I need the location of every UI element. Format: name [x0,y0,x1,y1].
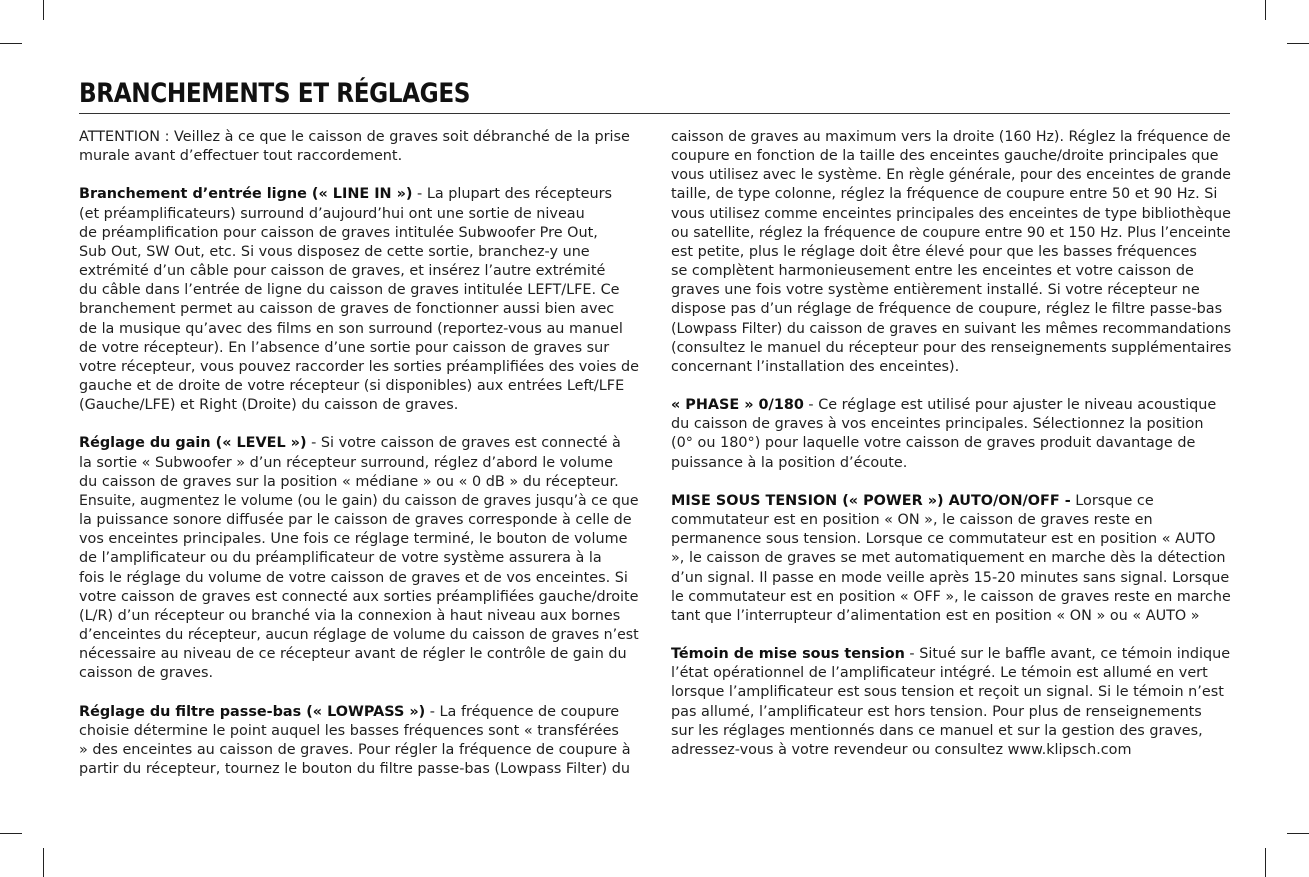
text-run: vous utilisez avec le système. En règle générale, pour des enceintes de grande [671,167,1231,184]
text-run: taille, de type colonne, réglez la fréquence de coupure entre 50 et 90 Hz. Si [671,186,1218,203]
crop-mark [1265,0,1266,20]
text-line [79,224,639,243]
text-line [671,185,1231,204]
text-run: vos enceintes principales. Une fois ce réglage terminé, le bouton de volume [79,531,628,548]
text-line [79,703,639,722]
text-line [671,396,1231,415]
paragraph [79,434,639,683]
text-run: gauche et de droite de votre récepteur (si disponibles) aux entrées Left/LFE [79,378,625,395]
text-line [671,664,1231,683]
text-line [79,722,639,741]
section-heading: « PHASE » 0/180 [671,397,804,414]
text-line [671,205,1231,224]
text-run: nécessaire au niveau de ce récepteur avant de régler le contrôle de gain du [79,646,627,663]
text-line [671,741,1231,760]
text-line [79,243,639,262]
text-line [79,185,639,204]
text-run: (et préamplificateurs) surround d’aujourd’hui ont une sortie de niveau [79,205,585,222]
text-line [79,607,639,626]
text-run: ATTENTION : Veillez à ce que le caisson de graves soit débranché de la prise [79,129,630,145]
text-line [671,569,1231,588]
text-run: », le caisson de graves se met automatiquement en marche dès la détection [671,550,1226,567]
text-line [671,300,1231,319]
text-run: murale avant d’effectuer tout raccordement. [79,148,403,165]
text-line [79,645,639,664]
paragraph [671,492,1231,626]
text-line [79,473,639,492]
text-line [79,492,639,511]
text-run: - Si votre caisson de graves est connecté à [306,435,621,452]
text-run: votre caisson de graves est connecté aux sorties préamplifiées gauche/droite [79,588,639,605]
text-run: (0° ou 180°) pour laquelle votre caisson de graves produit davantage de [671,435,1196,452]
section-heading: Témoin de mise sous tension [671,646,905,663]
text-line [79,262,639,281]
text-run: vous utilisez comme enceintes principales des enceintes de type bibliothèque [671,205,1231,222]
text-line [79,358,639,377]
paragraph [79,185,639,415]
text-run: du caisson de graves à vos enceintes principales. Sélectionnez la position [671,416,1204,433]
text-line [79,741,639,760]
text-run: caisson de graves au maximum vers la droite (160 Hz). Réglez la fréquence de [671,129,1231,145]
text-run: de préamplification pour caisson de graves intitulée Subwoofer Pre Out, [79,224,598,241]
text-line [671,166,1231,185]
text-line [79,300,639,319]
text-run: Lorsque ce [1070,492,1154,509]
text-run: - La plupart des récepteurs [412,186,613,203]
paragraph [671,645,1231,760]
text-run: ou satellite, réglez la fréquence de coupure entre 90 et 150 Hz. Plus l’enceinte [671,224,1231,241]
text-run: du caisson de graves sur la position « médiane » ou « 0 dB » du récepteur. [79,473,619,490]
text-line [79,377,639,396]
text-line [79,147,639,166]
text-run: permanence sous tension. Lorsque ce commutateur est en position « AUTO [671,531,1216,548]
text-line [671,703,1231,722]
section-heading: Réglage du gain (« LEVEL ») [79,435,307,452]
text-run: caisson de graves. [79,665,214,682]
text-run: est petite, plus le réglage doit être élevé pour que les basses fréquences [671,243,1197,260]
text-run: dispose pas d’un réglage de fréquence de coupure, réglez le filtre passe-bas [671,301,1223,318]
text-line [671,128,1231,147]
text-run: Ensuite, augmentez le volume (ou le gain) du caisson de graves jusqu’à ce que [79,492,639,509]
text-line [671,511,1231,530]
text-line [671,147,1231,166]
title-rule [79,113,1230,114]
text-line [79,434,639,453]
paragraph [671,396,1231,473]
left-column [79,128,639,798]
text-run: branchement permet au caisson de graves de fonctionner aussi bien avec [79,301,615,318]
text-run: sur les réglages mentionnés dans ce manuel et sur la gestion des graves, [671,722,1203,739]
crop-mark [0,43,22,44]
text-line [671,339,1231,358]
text-run: extrémité d’un câble pour caisson de graves, et insérez l’autre extrémité [79,263,606,280]
text-run: - Situé sur le baffle avant, ce témoin indique [904,646,1231,663]
text-line [671,683,1231,702]
text-line [671,434,1231,453]
text-run: pas allumé, l’amplificateur est hors tension. Pour plus de renseignements [671,703,1202,720]
text-run: l’état opérationnel de l’amplificateur intégré. Le témoin est allumé en vert [671,665,1208,682]
text-line [79,626,639,645]
text-run: » des enceintes au caisson de graves. Pour régler la fréquence de coupure à [79,741,631,758]
text-run: choisie détermine le point auquel les basses fréquences sont « transférées [79,722,619,739]
text-line [671,607,1231,626]
text-line [79,454,639,473]
text-run: d’un signal. Il passe en mode veille après 15-20 minutes sans signal. Lorsque [671,569,1230,586]
text-run: - Ce réglage est utilisé pour ajuster le niveau acoustique [803,397,1217,414]
text-line [671,492,1231,511]
paragraph [79,703,639,780]
right-column [671,128,1231,779]
text-line [671,454,1231,473]
text-line [79,396,639,415]
paragraph [79,128,639,166]
text-run: la sortie « Subwoofer » d’un récepteur surround, réglez d’abord le volume [79,454,613,471]
text-line [79,760,639,779]
crop-mark [43,0,44,20]
text-run: tant que l’interrupteur d’alimentation est en position « ON » ou « AUTO » [671,607,1200,624]
text-line [79,281,639,300]
text-run: (L/R) d’un récepteur ou branché via la connexion à haut niveau aux bornes [79,607,621,624]
text-run: de votre récepteur). En l’absence d’une sortie pour caisson de graves sur [79,339,610,356]
text-line [671,320,1231,339]
section-heading: MISE SOUS TENSION (« POWER ») AUTO/ON/OFF - [671,492,1071,509]
text-run: (Lowpass Filter) du caisson de graves en suivant les mêmes recommandations [671,320,1231,337]
text-line [79,588,639,607]
text-run: d’enceintes du récepteur, aucun réglage de volume du caisson de graves n’est [79,627,639,644]
text-run: de l’amplificateur ou du préamplificateur de votre système assurera à la [79,550,602,567]
text-run: commutateur est en position « ON », le caisson de graves reste en [671,512,1153,529]
text-run: lorsque l’amplificateur est sous tension et reçoit un signal. Si le témoin n’est [671,684,1224,701]
text-run: graves une fois votre système entièrement installé. Si votre récepteur ne [671,282,1200,299]
text-run: Sub Out, SW Out, etc. Si vous disposez de cette sortie, branchez-y une [79,243,590,260]
text-line [79,664,639,683]
paragraph [671,128,1231,377]
text-run: adressez-vous à votre revendeur ou consultez www.klipsch.com [671,741,1132,758]
page-title: BRANCHEMENTS ET RÉGLAGES [79,78,471,109]
section-heading: Réglage du filtre passe-bas (« LOWPASS ») [79,703,426,720]
text-run: la puissance sonore diffusée par le caisson de graves corresponde à celle de [79,512,632,529]
text-line [671,415,1231,434]
text-line [671,530,1231,549]
text-run: partir du récepteur, tournez le bouton du filtre passe-bas (Lowpass Filter) du [79,761,630,778]
text-line [671,722,1231,741]
text-run: concernant l’installation des enceintes). [671,358,960,375]
crop-mark [0,833,22,834]
crop-mark [43,848,44,877]
text-run: fois le réglage du volume de votre caisson de graves et de vos enceintes. Si [79,569,628,586]
text-line [79,530,639,549]
text-run: votre récepteur, vous pouvez raccorder les sorties préamplifiées des voies de [79,358,640,375]
section-heading: Branchement d’entrée ligne (« LINE IN ») [79,186,413,203]
text-line [671,588,1231,607]
text-line [671,281,1231,300]
text-run: se complètent harmonieusement entre les enceintes et votre caisson de [671,263,1194,280]
text-line [671,224,1231,243]
text-line [671,262,1231,281]
text-line [79,511,639,530]
text-run: du câble dans l’entrée de ligne du caisson de graves intitulée LEFT/LFE. Ce [79,282,620,299]
crop-mark [1265,848,1266,877]
text-line [671,645,1231,664]
text-line [671,358,1231,377]
text-run: (Gauche/LFE) et Right (Droite) du caisson de graves. [79,397,459,414]
crop-mark [1287,43,1309,44]
text-line [79,569,639,588]
text-run: le commutateur est en position « OFF », le caisson de graves reste en marche [671,588,1231,605]
text-line [671,549,1231,568]
text-line [671,243,1231,262]
crop-mark [1287,833,1309,834]
text-line [79,205,639,224]
text-run: - La fréquence de coupure [425,703,620,720]
text-run: de la musique qu’avec des films en son surround (reportez-vous au manuel [79,320,623,337]
text-run: (consultez le manuel du récepteur pour des renseignements supplémentaires [671,339,1232,356]
text-run: puissance à la position d’écoute. [671,454,908,471]
text-line [79,128,639,147]
text-line [79,549,639,568]
text-line [79,320,639,339]
text-line [79,339,639,358]
text-run: coupure en fonction de la taille des enceintes gauche/droite principales que [671,148,1219,165]
